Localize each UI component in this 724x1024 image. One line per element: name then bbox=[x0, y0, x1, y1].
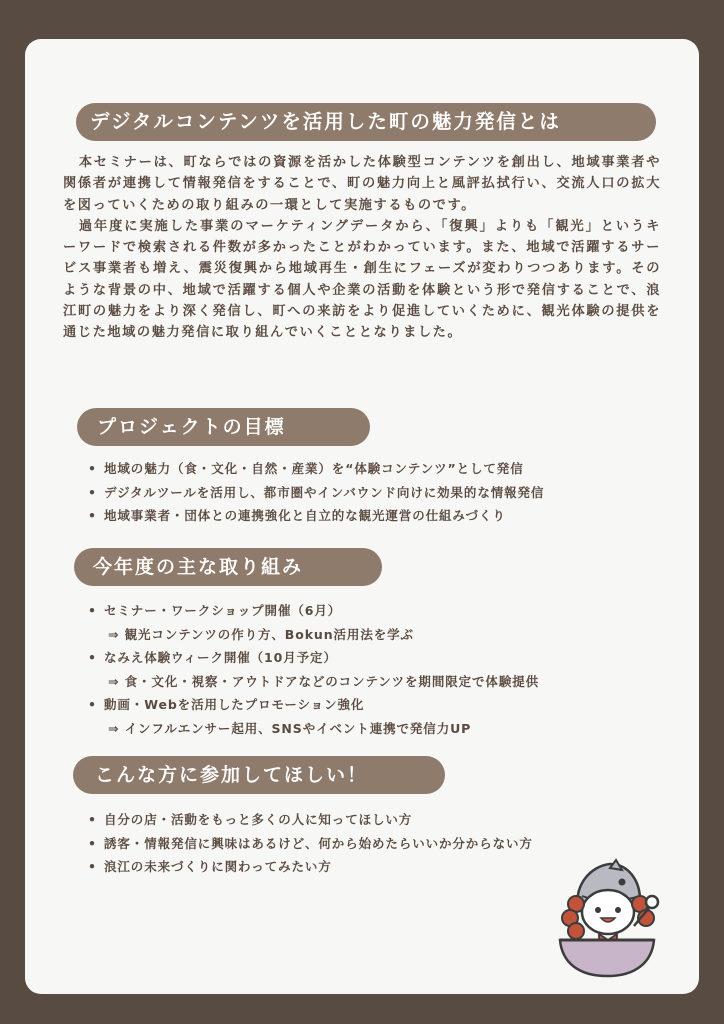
goals-list bbox=[86, 457, 544, 528]
section-heading-initiatives: 今年度の主な取り組み bbox=[74, 548, 382, 586]
bullet-icon: • bbox=[88, 603, 97, 618]
section-heading-target-audience: こんな方に参加してほしい！ bbox=[73, 756, 445, 794]
bullet-icon: • bbox=[88, 650, 97, 665]
list-item: • 自分の店・活動をもっと多くの人に知ってほしい方 bbox=[86, 808, 533, 832]
initiatives-list bbox=[86, 599, 539, 740]
section-heading-intro: デジタルコンテンツを活用した町の魅力発信とは bbox=[76, 103, 656, 141]
list-item: • 浪江の未来づくりに関わってみたい方 bbox=[86, 855, 533, 879]
intro-paragraph-1: 本セミナーは、町ならではの資源を活かした体験型コンテンツを創出し、地域事業者や関係者が連携して情報発信をすることで、町の魅力向上と風評払拭行い、交流人口の拡大を図っていくための取り組みの一環として実施するものです。 bbox=[63, 155, 661, 213]
list-item: • なみえ体験ウィーク開催（10月予定） ⇒ 食・文化・視察・アウトドアなどのコンテンツを期間限定で体験提供 bbox=[86, 646, 539, 693]
target-audience-list bbox=[86, 808, 533, 879]
list-item: • 地域の魅力（食・文化・自然・産業）を“体験コンテンツ”として発信 bbox=[86, 457, 544, 481]
bullet-icon: • bbox=[88, 484, 97, 500]
bullet-icon: • bbox=[88, 461, 97, 476]
intro-text bbox=[63, 152, 661, 344]
bullet-icon: • bbox=[88, 859, 97, 874]
section-heading-goals: プロジェクトの目標 bbox=[77, 408, 370, 446]
list-item: • 地域事業者・団体との連携強化と自立的な観光運営の仕組みづくり bbox=[86, 504, 544, 528]
list-item: • デジタルツールを活用し、都市圏やインバウンド向けに効果的な情報発信 bbox=[86, 481, 544, 505]
list-item-detail: ⇒ 食・文化・視察・アウトドアなどのコンテンツを期間限定で体験提供 bbox=[108, 673, 540, 689]
intro-paragraph-2: 過年度に実施した事業のマーケティングデータから、「復興」よりも「観光」というキーワードで検索される件数が多かったことがわかっています。また、地域で活躍するサービス事業者も増え、震災復興から地域再生・創生にフェーズが変わりつつあります。そのような背景の中、地域で活躍する個人や企業の活動を体験という形で発信することで、浪江町の魅力をより深く発信し、町への来訪をより促進していくために、観光体験の提供を通じた地域の魅力発信に取り組んでいくこととなりました。 bbox=[63, 218, 661, 341]
bullet-icon: • bbox=[88, 835, 97, 851]
bullet-icon: • bbox=[88, 508, 97, 523]
bullet-icon: • bbox=[88, 812, 97, 827]
list-item: • セミナー・ワークショップ開催（6月） ⇒ 観光コンテンツの作り方、Bokun活用法を学ぶ bbox=[86, 599, 539, 646]
list-item-detail: ⇒ 観光コンテンツの作り方、Bokun活用法を学ぶ bbox=[108, 626, 414, 642]
bullet-icon: • bbox=[88, 697, 97, 712]
list-item: • 動画・Webを活用したプロモーション強化 ⇒ インフルエンサー起用、SNSやイベント連携で発信力UP bbox=[86, 693, 539, 740]
mascot-icon bbox=[552, 856, 662, 981]
list-item: • 誘客・情報発信に興味はあるけど、何から始めたらいいか分からない方 bbox=[86, 832, 533, 856]
list-item-detail: ⇒ インフルエンサー起用、SNSやイベント連携で発信力UP bbox=[108, 720, 472, 736]
